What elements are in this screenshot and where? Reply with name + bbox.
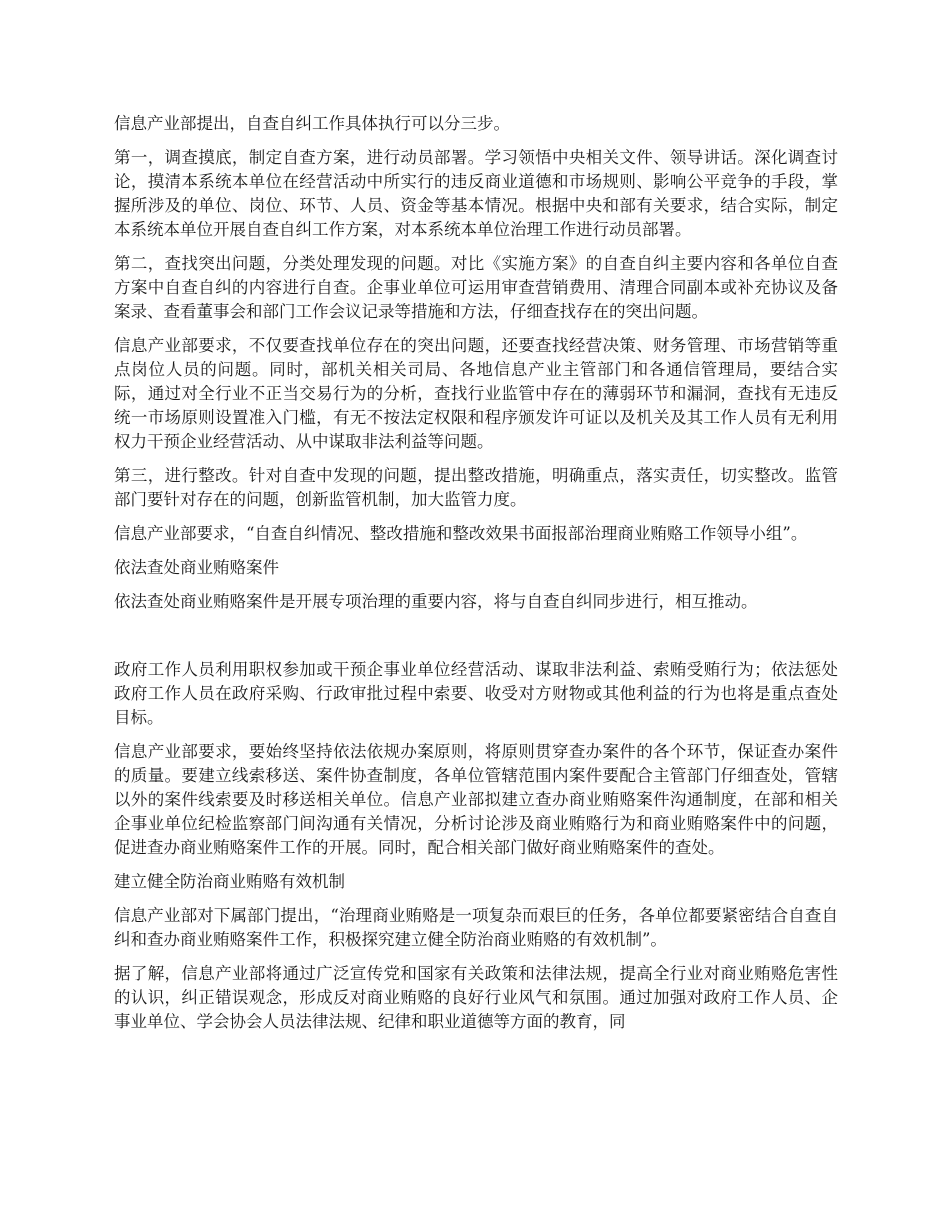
paragraph-report-requirement: 信息产业部要求，“自查自纠情况、整改措施和整改效果书面报部治理商业贿赂工作领导小组”。 (114, 524, 808, 543)
paragraph-case-handling: 信息产业部要求，要始终坚持依法依规办案原则，将原则贯穿查办案件的各个环节，保证查办案件的质量。要建立线索移送、案件协查制度，各单位管辖范围内案件要配合主管部门仔细查处，管辖以外的案件线索要及时移送相关单位。信息产业部拟建立查办商业贿赂案件沟通制度，在部和相关企事业单位纪检监察部门间沟通有关情况，分析讨论涉及商业贿赂行为和商业贿赂案件中的问题，促进查办商业贿赂案件工作的开展。同时，配合相关部门做好商业贿赂案件的查处。 (114, 742, 838, 857)
blank-gap (114, 624, 838, 658)
paragraph-mechanism-detail: 据了解，信息产业部将通过广泛宣传党和国家有关政策和法律法规，提高全行业对商业贿赂危害性的认识，纠正错误观念，形成反对商业贿赂的良好行业风气和氛围。通过加强对政府工作人员、企事业单位、学会协会人员法律法规、纪律和职业道德等方面的教育，同 (114, 964, 838, 1031)
section-heading-investigation: 依法查处商业贿赂案件 (114, 558, 279, 577)
paragraph-step-three: 第三，进行整改。针对自查中发现的问题，提出整改措施，明确重点，落实责任，切实整改。监管部门要针对存在的问题，创新监管机制，加大监管力度。 (114, 466, 838, 509)
paragraph-investigation-intro: 依法查处商业贿赂案件是开展专项治理的重要内容，将与自查自纠同步进行，相互推动。 (114, 592, 758, 611)
paragraph-step-two: 第二，查找突出问题，分类处理发现的问题。对比《实施方案》的自查自纠主要内容和各单位自查方案中自查自纠的内容进行自查。企事业单位可运用审查营销费用、清理合同副本或补充协议及备案录、查看董事会和部门工作会议记录等措施和方法，仔细查找存在的突出问题。 (114, 254, 838, 321)
paragraph-targets: 政府工作人员利用职权参加或干预企事业单位经营活动、谋取非法利益、索贿受贿行为；依法惩处政府工作人员在政府采购、行政审批过程中索要、收受对方财物或其他利益的行为也将是重点查处目标。 (114, 660, 838, 727)
paragraph-mechanism-request: 信息产业部对下属部门提出，“治理商业贿赂是一项复杂而艰巨的任务，各单位都要紧密结合自查自纠和查办商业贿赂案件工作，积极探究建立健全防治商业贿赂的有效机制”。 (114, 906, 838, 949)
paragraph-intro: 信息产业部提出，自查自纠工作具体执行可以分三步。 (114, 114, 510, 133)
paragraph-requirements: 信息产业部要求，不仅要查找单位存在的突出问题，还要查找经营决策、财务管理、市场营销等重点岗位人员的问题。同时，部机关相关司局、各地信息产业主管部门和各通信管理局，要结合实际，通过对全行业不正当交易行为的分析，查找行业监管中存在的薄弱环节和漏洞，查找有无违反统一市场原则设置准入门槛，有无不按法定权限和程序颁发许可证以及机关及其工作人员有无利用权力干预企业经营活动、从中谋取非法利益等问题。 (114, 336, 838, 451)
paragraph-step-one: 第一，调查摸底，制定自查方案，进行动员部署。学习领悟中央相关文件、领导讲话。深化调查讨论，摸清本系统本单位在经营活动中所实行的违反商业道德和市场规则、影响公平竞争的手段，掌握所涉及的单位、岗位、环节、人员、资金等基本情况。根据中央和部有关要求，结合实际，制定本系统本单位开展自查自纠工作方案，对本系统本单位治理工作进行动员部署。 (114, 148, 838, 239)
section-heading-mechanism: 建立健全防治商业贿赂有效机制 (114, 872, 345, 891)
